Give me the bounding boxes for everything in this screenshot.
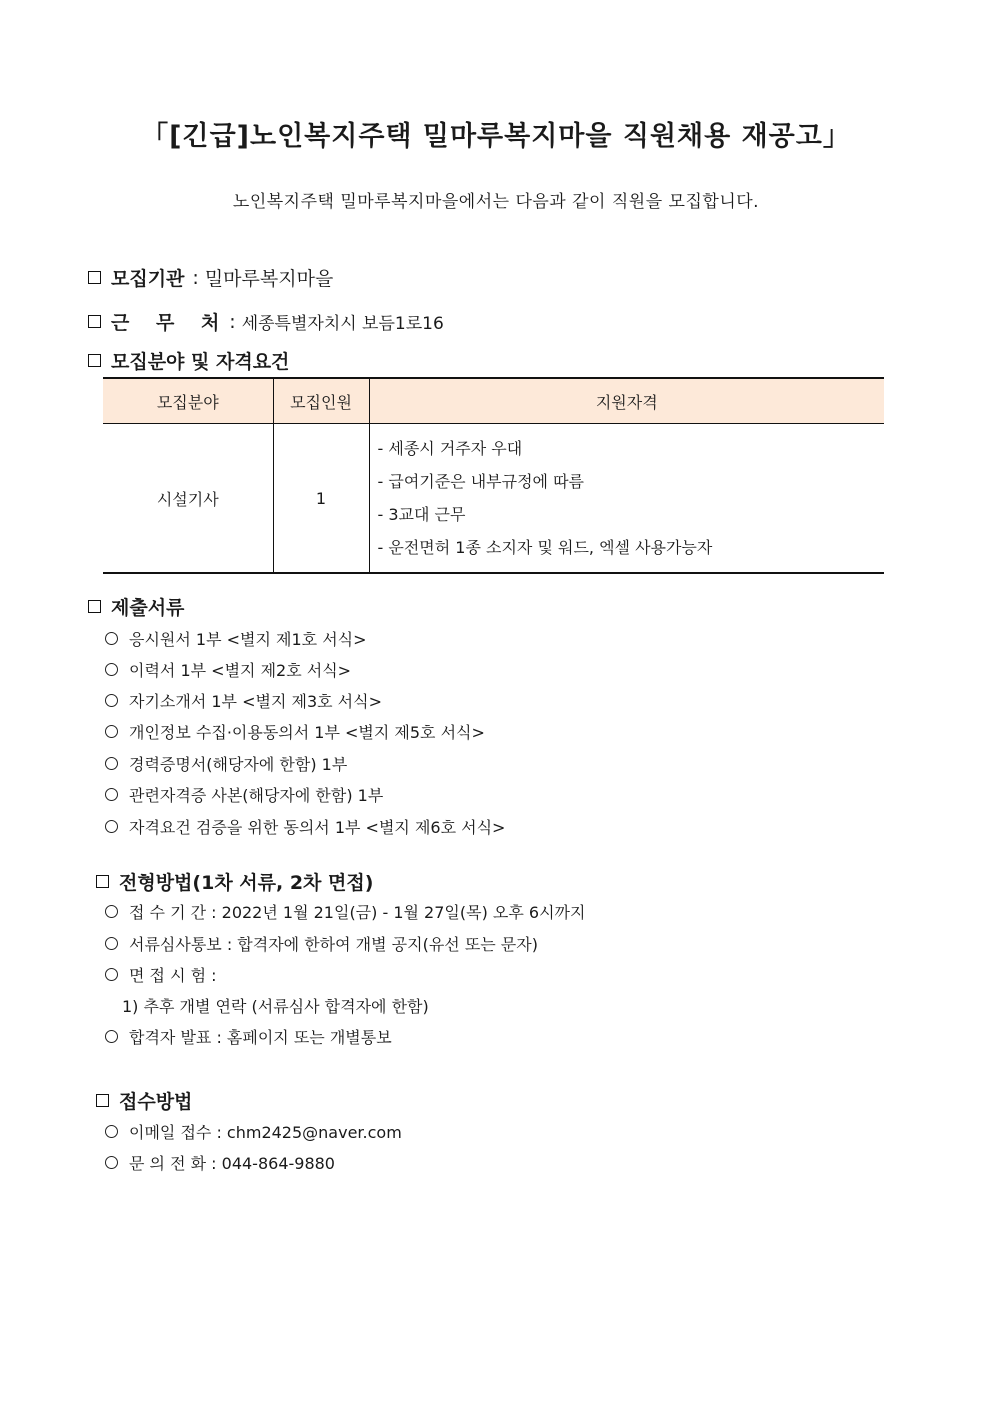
page-title: 「[긴급]노인복지주택 밀마루복지마을 직원채용 재공고」	[141, 121, 851, 152]
checkbox-square-icon	[96, 1094, 109, 1107]
qualification-item: - 3교대 근무	[377, 505, 466, 524]
circle-bullet-icon	[105, 694, 118, 707]
section-workplace	[88, 308, 444, 335]
agency-separator: :	[192, 266, 199, 289]
qualification-item: - 급여기준은 내부규정에 따름	[377, 472, 585, 491]
circle-bullet-icon	[105, 632, 118, 645]
intro-text: 노인복지주택 밀마루복지마을에서는 다음과 같이 직원을 모집합니다.	[232, 192, 760, 212]
circle-bullet-icon	[105, 937, 118, 950]
application-heading: 접수방법	[119, 1091, 193, 1113]
list-item: 이메일 접수 : chm2425@naver.com	[105, 1120, 402, 1143]
list-item: 면 접 시 험 :	[105, 963, 217, 986]
circle-bullet-icon	[105, 905, 118, 918]
list-item: 경력증명서(해당자에 한함) 1부	[105, 752, 347, 775]
list-item: 자격요건 검증을 위한 동의서 1부 <별지 제6호 서식>	[105, 815, 505, 838]
circle-bullet-icon	[105, 1156, 118, 1169]
circle-bullet-icon	[105, 1030, 118, 1043]
list-item: 접 수 기 간 : 2022년 1월 21일(금) - 1월 27일(목) 오후 6시까지	[105, 900, 585, 923]
checkbox-square-icon	[88, 354, 101, 367]
section-selection	[96, 868, 373, 895]
cell-count: 1	[273, 424, 369, 574]
documents-heading: 제출서류	[111, 597, 185, 619]
requirements-heading: 모집분야 및 자격요건	[111, 351, 290, 373]
circle-bullet-icon	[105, 1125, 118, 1138]
circle-bullet-icon	[105, 757, 118, 770]
requirements-table	[103, 377, 884, 574]
list-item: 응시원서 1부 <별지 제1호 서식>	[105, 627, 367, 650]
selection-heading: 전형방법(1차 서류, 2차 면접)	[119, 872, 374, 894]
list-item: 개인정보 수집·이용동의서 1부 <별지 제5호 서식>	[105, 720, 485, 743]
list-item: 서류심사통보 : 합격자에 한하여 개별 공지(유선 또는 문자)	[105, 932, 538, 955]
table-row	[103, 424, 884, 574]
cell-field: 시설기사	[103, 424, 273, 574]
cell-qualifications	[369, 424, 884, 574]
circle-bullet-icon	[105, 663, 118, 676]
circle-bullet-icon	[105, 725, 118, 738]
list-item: 이력서 1부 <별지 제2호 서식>	[105, 658, 351, 681]
agency-label: 모집기관	[111, 268, 185, 290]
section-documents	[88, 593, 184, 620]
qualification-item: - 운전면허 1종 소지자 및 워드, 엑셀 사용가능자	[377, 538, 713, 557]
table-header-row	[103, 378, 884, 424]
qualification-item: - 세종시 거주자 우대	[377, 439, 523, 458]
list-item: 합격자 발표 : 홈페이지 또는 개별통보	[105, 1025, 392, 1048]
workplace-label: 근 무 처	[111, 312, 230, 334]
list-item: 관련자격증 사본(해당자에 한함) 1부	[105, 783, 383, 806]
column-header-count: 모집인원	[273, 378, 369, 424]
section-application	[96, 1087, 192, 1114]
checkbox-square-icon	[88, 315, 101, 328]
checkbox-square-icon	[96, 875, 109, 888]
circle-bullet-icon	[105, 788, 118, 801]
section-requirements	[88, 347, 289, 374]
checkbox-square-icon	[88, 271, 101, 284]
section-agency	[88, 264, 333, 291]
column-header-field: 모집분야	[103, 378, 273, 424]
sub-list-item: 1) 추후 개별 연락 (서류심사 합격자에 한함)	[122, 997, 429, 1016]
workplace-value: 세종특별자치시 보듬1로16	[241, 314, 444, 334]
workplace-separator: :	[229, 310, 236, 333]
circle-bullet-icon	[105, 968, 118, 981]
column-header-qualifications: 지원자격	[369, 378, 884, 424]
agency-value: 밀마루복지마을	[204, 268, 334, 290]
checkbox-square-icon	[88, 600, 101, 613]
list-item: 문 의 전 화 : 044-864-9880	[105, 1151, 335, 1174]
list-item: 자기소개서 1부 <별지 제3호 서식>	[105, 689, 382, 712]
circle-bullet-icon	[105, 820, 118, 833]
